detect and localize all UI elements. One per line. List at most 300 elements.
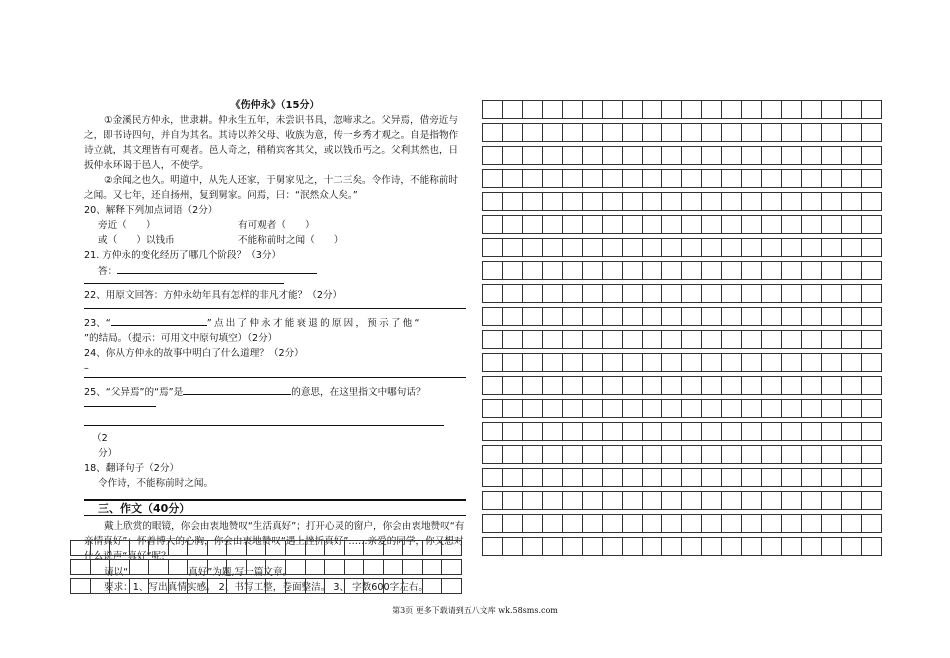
grid-cell[interactable] [821,308,841,326]
grid-cell[interactable] [861,423,881,441]
grid-cell[interactable] [662,262,682,280]
grid-cell[interactable] [562,170,582,188]
grid-cell[interactable] [483,262,503,280]
grid-cell[interactable] [682,492,702,510]
grid-cell[interactable] [71,541,91,556]
grid-cell[interactable] [622,538,642,556]
grid-cell[interactable] [821,331,841,349]
grid-cell[interactable] [246,579,266,594]
grid-cell[interactable] [582,101,602,119]
writing-grid-left[interactable] [70,540,462,594]
grid-cell[interactable] [722,170,742,188]
grid-cell[interactable] [364,541,384,556]
grid-cell[interactable] [642,101,662,119]
grid-cell[interactable] [246,560,266,575]
grid-cell[interactable] [841,331,861,349]
grid-cell[interactable] [622,101,642,119]
q25-blank[interactable] [183,384,291,395]
grid-cell[interactable] [802,469,822,487]
grid-cell[interactable] [762,170,782,188]
answer-line[interactable] [84,376,466,378]
grid-cell[interactable] [562,423,582,441]
grid-cell[interactable] [305,560,325,575]
grid-cell[interactable] [642,331,662,349]
grid-cell[interactable] [149,579,169,594]
grid-cell[interactable] [622,216,642,234]
grid-cell[interactable] [522,423,542,441]
grid-cell[interactable] [602,124,622,142]
grid-cell[interactable] [802,423,822,441]
grid-cell[interactable] [821,285,841,303]
grid-cell[interactable] [841,423,861,441]
grid-cell[interactable] [522,216,542,234]
grid-cell[interactable] [542,262,562,280]
grid-cell[interactable] [742,101,762,119]
grid-cell[interactable] [90,579,110,594]
grid-cell[interactable] [502,331,522,349]
grid-cell[interactable] [502,193,522,211]
grid-cell[interactable] [602,354,622,372]
grid-cell[interactable] [682,469,702,487]
grid-cell[interactable] [762,216,782,234]
grid-cell[interactable] [502,377,522,395]
grid-cell[interactable] [702,446,722,464]
grid-cell[interactable] [861,354,881,372]
grid-cell[interactable] [483,308,503,326]
grid-cell[interactable] [582,400,602,418]
grid-cell[interactable] [483,377,503,395]
grid-cell[interactable] [542,446,562,464]
grid-cell[interactable] [168,579,188,594]
grid-cell[interactable] [662,101,682,119]
grid-cell[interactable] [782,262,802,280]
grid-cell[interactable] [542,538,562,556]
grid-cell[interactable] [502,101,522,119]
grid-cell[interactable] [861,469,881,487]
grid-cell[interactable] [762,446,782,464]
grid-cell[interactable] [622,124,642,142]
grid-cell[interactable] [841,193,861,211]
grid-cell[interactable] [642,492,662,510]
grid-cell[interactable] [622,147,642,165]
grid-cell[interactable] [861,285,881,303]
grid-cell[interactable] [782,331,802,349]
grid-cell[interactable] [562,354,582,372]
grid-cell[interactable] [841,216,861,234]
grid-cell[interactable] [582,377,602,395]
grid-cell[interactable] [722,331,742,349]
grid-cell[interactable] [722,377,742,395]
grid-cell[interactable] [841,170,861,188]
grid-cell[interactable] [582,170,602,188]
grid-cell[interactable] [821,400,841,418]
grid-cell[interactable] [821,170,841,188]
grid-cell[interactable] [802,216,822,234]
grid-cell[interactable] [782,124,802,142]
grid-cell[interactable] [722,285,742,303]
grid-cell[interactable] [542,147,562,165]
grid-cell[interactable] [562,515,582,533]
grid-cell[interactable] [742,469,762,487]
q23-blank[interactable] [111,315,207,326]
grid-cell[interactable] [742,239,762,257]
grid-cell[interactable] [602,469,622,487]
grid-cell[interactable] [782,354,802,372]
grid-cell[interactable] [305,541,325,556]
grid-cell[interactable] [542,193,562,211]
grid-cell[interactable] [483,538,503,556]
grid-cell[interactable] [582,538,602,556]
grid-cell[interactable] [562,239,582,257]
grid-cell[interactable] [71,560,91,575]
grid-cell[interactable] [522,446,542,464]
grid-cell[interactable] [662,515,682,533]
grid-cell[interactable] [841,239,861,257]
grid-cell[interactable] [483,400,503,418]
grid-cell[interactable] [582,147,602,165]
grid-cell[interactable] [841,515,861,533]
grid-cell[interactable] [742,331,762,349]
grid-cell[interactable] [90,560,110,575]
grid-cell[interactable] [682,308,702,326]
grid-cell[interactable] [682,147,702,165]
grid-cell[interactable] [742,170,762,188]
grid-cell[interactable] [642,377,662,395]
grid-cell[interactable] [502,538,522,556]
grid-cell[interactable] [522,124,542,142]
grid-cell[interactable] [562,262,582,280]
grid-cell[interactable] [662,354,682,372]
grid-cell[interactable] [722,538,742,556]
grid-cell[interactable] [702,101,722,119]
grid-cell[interactable] [542,423,562,441]
grid-cell[interactable] [562,469,582,487]
grid-cell[interactable] [582,262,602,280]
grid-cell[interactable] [383,541,403,556]
grid-cell[interactable] [622,377,642,395]
grid-cell[interactable] [802,308,822,326]
grid-cell[interactable] [582,285,602,303]
grid-cell[interactable] [742,285,762,303]
grid-cell[interactable] [782,193,802,211]
grid-cell[interactable] [71,579,91,594]
grid-cell[interactable] [762,492,782,510]
grid-cell[interactable] [861,308,881,326]
grid-cell[interactable] [562,147,582,165]
grid-cell[interactable] [642,147,662,165]
grid-cell[interactable] [622,170,642,188]
grid-cell[interactable] [442,579,462,594]
grid-cell[interactable] [762,400,782,418]
grid-cell[interactable] [642,469,662,487]
grid-cell[interactable] [682,101,702,119]
grid-cell[interactable] [861,170,881,188]
grid-cell[interactable] [622,193,642,211]
grid-cell[interactable] [762,239,782,257]
grid-cell[interactable] [861,262,881,280]
grid-cell[interactable] [622,308,642,326]
grid-cell[interactable] [742,193,762,211]
grid-cell[interactable] [207,541,227,556]
grid-cell[interactable] [682,239,702,257]
grid-cell[interactable] [110,579,130,594]
grid-cell[interactable] [722,423,742,441]
grid-cell[interactable] [841,285,861,303]
grid-cell[interactable] [841,538,861,556]
grid-cell[interactable] [642,400,662,418]
grid-cell[interactable] [502,239,522,257]
grid-cell[interactable] [502,423,522,441]
grid-cell[interactable] [802,124,822,142]
grid-cell[interactable] [662,423,682,441]
grid-cell[interactable] [622,469,642,487]
grid-cell[interactable] [483,101,503,119]
grid-cell[interactable] [602,492,622,510]
grid-cell[interactable] [861,124,881,142]
grid-cell[interactable] [188,560,208,575]
grid-cell[interactable] [841,354,861,372]
grid-cell[interactable] [821,147,841,165]
grid-cell[interactable] [522,170,542,188]
grid-cell[interactable] [502,262,522,280]
grid-cell[interactable] [702,423,722,441]
grid-cell[interactable] [483,446,503,464]
grid-cell[interactable] [762,377,782,395]
grid-cell[interactable] [722,400,742,418]
grid-cell[interactable] [841,262,861,280]
grid-cell[interactable] [642,216,662,234]
grid-cell[interactable] [325,541,345,556]
grid-cell[interactable] [742,124,762,142]
grid-cell[interactable] [802,101,822,119]
grid-cell[interactable] [642,193,662,211]
grid-cell[interactable] [861,101,881,119]
grid-cell[interactable] [662,147,682,165]
grid-cell[interactable] [861,147,881,165]
grid-cell[interactable] [562,216,582,234]
grid-cell[interactable] [821,377,841,395]
grid-cell[interactable] [582,354,602,372]
grid-cell[interactable] [682,285,702,303]
grid-cell[interactable] [702,400,722,418]
grid-cell[interactable] [642,423,662,441]
grid-cell[interactable] [502,147,522,165]
grid-cell[interactable] [622,423,642,441]
grid-cell[interactable] [502,492,522,510]
grid-cell[interactable] [622,515,642,533]
grid-cell[interactable] [364,560,384,575]
grid-cell[interactable] [403,541,423,556]
grid-cell[interactable] [762,469,782,487]
grid-cell[interactable] [562,446,582,464]
grid-cell[interactable] [802,538,822,556]
grid-cell[interactable] [861,331,881,349]
grid-cell[interactable] [562,400,582,418]
grid-cell[interactable] [722,193,742,211]
grid-cell[interactable] [642,308,662,326]
grid-cell[interactable] [702,239,722,257]
grid-cell[interactable] [562,308,582,326]
grid-cell[interactable] [227,579,247,594]
grid-cell[interactable] [325,560,345,575]
grid-cell[interactable] [562,101,582,119]
grid-cell[interactable] [403,579,423,594]
grid-cell[interactable] [802,170,822,188]
grid-cell[interactable] [483,193,503,211]
grid-cell[interactable] [861,538,881,556]
grid-cell[interactable] [682,400,702,418]
grid-cell[interactable] [782,538,802,556]
grid-cell[interactable] [642,239,662,257]
grid-cell[interactable] [602,377,622,395]
grid-cell[interactable] [542,170,562,188]
grid-cell[interactable] [742,216,762,234]
grid-cell[interactable] [861,216,881,234]
grid-cell[interactable] [344,541,364,556]
grid-cell[interactable] [129,541,149,556]
grid-cell[interactable] [522,469,542,487]
grid-cell[interactable] [168,560,188,575]
grid-cell[interactable] [483,515,503,533]
grid-cell[interactable] [286,579,306,594]
grid-cell[interactable] [442,541,462,556]
grid-cell[interactable] [662,308,682,326]
grid-cell[interactable] [266,541,286,556]
grid-cell[interactable] [821,216,841,234]
grid-cell[interactable] [602,423,622,441]
grid-cell[interactable] [802,285,822,303]
grid-cell[interactable] [207,579,227,594]
grid-cell[interactable] [622,492,642,510]
grid-cell[interactable] [702,354,722,372]
grid-cell[interactable] [861,193,881,211]
grid-cell[interactable] [802,193,822,211]
grid-cell[interactable] [502,446,522,464]
grid-cell[interactable] [742,377,762,395]
grid-cell[interactable] [582,492,602,510]
grid-cell[interactable] [602,170,622,188]
grid-cell[interactable] [522,193,542,211]
grid-cell[interactable] [562,377,582,395]
grid-cell[interactable] [602,331,622,349]
grid-cell[interactable] [542,515,562,533]
grid-cell[interactable] [246,541,266,556]
grid-cell[interactable] [841,308,861,326]
grid-cell[interactable] [582,239,602,257]
grid-cell[interactable] [702,147,722,165]
grid-cell[interactable] [861,239,881,257]
grid-cell[interactable] [522,492,542,510]
grid-cell[interactable] [422,541,442,556]
grid-cell[interactable] [325,579,345,594]
grid-cell[interactable] [762,124,782,142]
grid-cell[interactable] [602,308,622,326]
grid-cell[interactable] [662,193,682,211]
grid-cell[interactable] [702,216,722,234]
grid-cell[interactable] [702,538,722,556]
grid-cell[interactable] [642,354,662,372]
grid-cell[interactable] [602,101,622,119]
grid-cell[interactable] [682,193,702,211]
grid-cell[interactable] [149,541,169,556]
grid-cell[interactable] [702,285,722,303]
grid-cell[interactable] [682,170,702,188]
grid-cell[interactable] [286,541,306,556]
grid-cell[interactable] [502,515,522,533]
grid-cell[interactable] [702,331,722,349]
grid-cell[interactable] [483,354,503,372]
grid-cell[interactable] [821,446,841,464]
grid-cell[interactable] [821,354,841,372]
grid-cell[interactable] [861,400,881,418]
grid-cell[interactable] [622,400,642,418]
grid-cell[interactable] [662,492,682,510]
grid-cell[interactable] [662,239,682,257]
grid-cell[interactable] [562,285,582,303]
grid-cell[interactable] [841,124,861,142]
grid-cell[interactable] [722,469,742,487]
grid-cell[interactable] [762,285,782,303]
grid-cell[interactable] [642,515,662,533]
grid-cell[interactable] [483,492,503,510]
grid-cell[interactable] [742,492,762,510]
grid-cell[interactable] [642,124,662,142]
grid-cell[interactable] [821,469,841,487]
answer-blank[interactable] [84,415,444,426]
answer-line[interactable] [84,400,156,407]
grid-cell[interactable] [582,308,602,326]
grid-cell[interactable] [502,308,522,326]
grid-cell[interactable] [682,216,702,234]
grid-cell[interactable] [722,262,742,280]
grid-cell[interactable] [522,515,542,533]
grid-cell[interactable] [821,101,841,119]
grid-cell[interactable] [861,515,881,533]
grid-cell[interactable] [762,538,782,556]
grid-cell[interactable] [542,331,562,349]
grid-cell[interactable] [522,308,542,326]
grid-cell[interactable] [782,400,802,418]
grid-cell[interactable] [682,423,702,441]
grid-cell[interactable] [782,446,802,464]
grid-cell[interactable] [602,446,622,464]
grid-cell[interactable] [168,541,188,556]
grid-cell[interactable] [522,354,542,372]
grid-cell[interactable] [782,377,802,395]
grid-cell[interactable] [682,538,702,556]
grid-cell[interactable] [502,124,522,142]
grid-cell[interactable] [602,515,622,533]
grid-cell[interactable] [266,579,286,594]
grid-cell[interactable] [266,560,286,575]
grid-cell[interactable] [522,400,542,418]
grid-cell[interactable] [782,170,802,188]
grid-cell[interactable] [344,579,364,594]
grid-cell[interactable] [821,538,841,556]
grid-cell[interactable] [662,538,682,556]
grid-cell[interactable] [582,331,602,349]
grid-cell[interactable] [782,492,802,510]
grid-cell[interactable] [602,538,622,556]
grid-cell[interactable] [110,541,130,556]
grid-cell[interactable] [602,262,622,280]
grid-cell[interactable] [742,147,762,165]
writing-grid-right[interactable] [482,100,882,556]
grid-cell[interactable] [821,423,841,441]
grid-cell[interactable] [542,216,562,234]
grid-cell[interactable] [762,193,782,211]
grid-cell[interactable] [522,285,542,303]
